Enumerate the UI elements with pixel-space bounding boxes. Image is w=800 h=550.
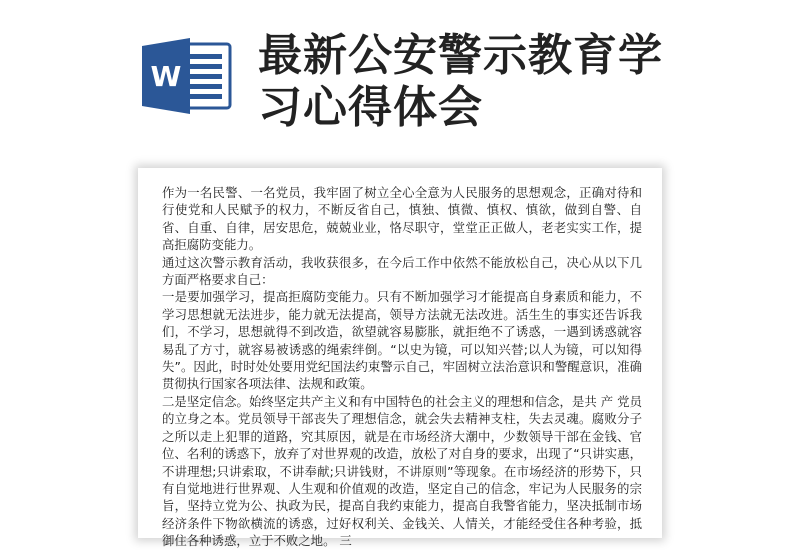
- title-line-2: 习心得体会: [258, 82, 483, 133]
- page-title: [258, 30, 698, 134]
- document-page: [138, 168, 662, 549]
- word-document-icon: [140, 38, 232, 114]
- title-line-1: 最新公安警示教育学: [258, 30, 663, 81]
- paragraph: 一是要加强学习，提高拒腐防变能力。只有不断加强学习才能提高自身素质和能力，不学习思想就无法进步，能力就无法提高，领导方法就无法改进。活生生的事实还告诉我们，不学习，思想就得不到改造，欲望就容易膨胀，就拒绝不了诱惑，一遇到诱惑就容易乱了方寸，就容易被诱惑的绳索绊倒。“以史为镜，可以知兴替;以人为镜，可以知得失”。因此，时时处处要用党纪国法约束警示自己，牢固树立法治意识和警醒意识，准确贯彻执行国家各项法律、法规和政策。: [162, 289, 642, 392]
- paragraph: 作为一名民警、一名党员，我牢固了树立全心全意为人民服务的思想观念，正确对待和行使党和人民赋予的权力，不断反省自己，慎独、慎微、慎权、慎欲，做到自警、自省、自重、自律，居安思危，兢兢业业，恪尽职守，堂堂正正做人，老老实实工作，提高拒腐防变能力。: [162, 185, 642, 253]
- document-body: [162, 184, 642, 550]
- paragraph: 二是坚定信念。始终坚定共产主义和有中国特色的社会主义的理想和信念，是共 产 党员的立身之本。党员领导干部丧失了理想信念，就会失去精神支柱，失去灵魂。腐败分子之所以走上犯罪的道路，究其原因，就是在市场经济大潮中，少数领导干部在金钱、官位、名利的诱惑下，放弃了对世界观的改造，放松了对自身的要求，出现了“只讲实惠，不讲理想;只讲索取，不讲奉献;只讲钱财，不讲原则”等现象。在市场经济的形势下，只有自觉地进行世界观、人生观和价值观的改造，坚定自己的信念，牢记为人民服务的宗旨，坚持立党为公、执政为民，提高自我约束能力，提高自我警省能力，坚决抵制市场经济条件下物欲横流的诱惑，过好权利关、金钱关、人情关，才能经受住各种考验，抵御住各种诱惑，立于不败之地。 三: [162, 393, 642, 549]
- paragraph: 通过这次警示教育活动，我收获很多，在今后工作中依然不能放松自己，决心从以下几方面严格要求自己：: [162, 254, 642, 288]
- banner: [0, 0, 800, 160]
- svg-text:W: W: [150, 60, 182, 93]
